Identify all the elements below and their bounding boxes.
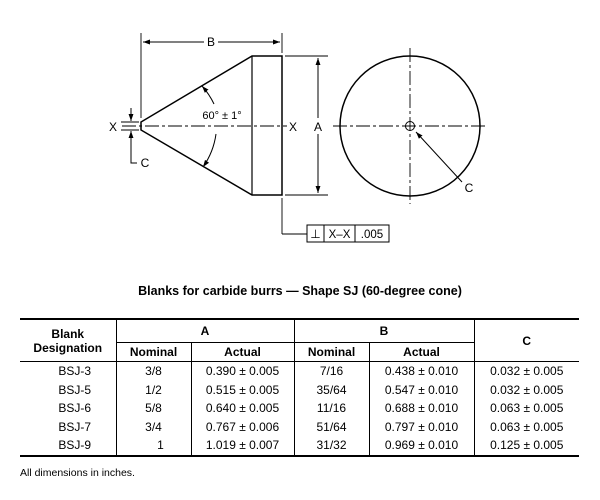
cell-b-nominal: 51/64 <box>294 418 369 437</box>
cell-b-actual: 0.438 ± 0.010 <box>369 362 474 381</box>
dim-label-b: B <box>206 35 216 49</box>
cell-a-nominal: 1/2 <box>116 381 191 400</box>
table-caption: Blanks for carbide burrs — Shape SJ (60-degree cone) <box>138 284 462 298</box>
cell-c: 0.063 ± 0.005 <box>474 418 579 437</box>
table-row <box>20 436 579 456</box>
dim-label-c-tip: C <box>140 156 150 170</box>
end-view <box>282 48 488 234</box>
cell-a-actual: 0.390 ± 0.005 <box>191 362 294 381</box>
c-leader <box>131 146 137 163</box>
header-b: B <box>294 319 474 343</box>
cell-a-actual: 1.019 ± 0.007 <box>191 436 294 456</box>
cell-designation: BSJ-7 <box>58 419 92 434</box>
cell-b-nominal: 11/16 <box>294 399 369 418</box>
angle-arc-bottom <box>203 134 216 167</box>
cell-a-nominal: 3/8 <box>116 362 191 381</box>
cone-outline <box>141 56 282 195</box>
cell-a-actual: 0.515 ± 0.005 <box>191 381 294 400</box>
table-row <box>20 381 579 400</box>
cell-b-nominal: 31/32 <box>294 436 369 456</box>
header-a-nominal: Nominal <box>116 343 191 362</box>
cell-c: 0.032 ± 0.005 <box>474 381 579 400</box>
angle-label: 60° ± 1° <box>202 110 242 122</box>
c-leader-circle <box>416 132 462 182</box>
cell-a-nominal: 1 <box>116 436 191 456</box>
cell-b-actual: 0.547 ± 0.010 <box>369 381 474 400</box>
cell-b-nominal: 35/64 <box>294 381 369 400</box>
blanks-table <box>20 318 579 457</box>
cell-a-actual: 0.640 ± 0.005 <box>191 399 294 418</box>
cell-b-actual: 0.969 ± 0.010 <box>369 436 474 456</box>
table-row <box>20 399 579 418</box>
cell-a-nominal: 5/8 <box>116 399 191 418</box>
cell-designation: BSJ-5 <box>58 382 92 397</box>
cell-c: 0.063 ± 0.005 <box>474 399 579 418</box>
dim-label-a: A <box>313 120 323 134</box>
header-a-actual: Actual <box>191 343 294 362</box>
cell-b-actual: 0.797 ± 0.010 <box>369 418 474 437</box>
datum-label: X–X <box>328 229 351 241</box>
table-row <box>20 418 579 437</box>
cell-b-nominal: 7/16 <box>294 362 369 381</box>
angle-arc-top <box>202 86 214 104</box>
dim-label-c-circle: C <box>464 181 474 195</box>
cell-a-nominal: 3/4 <box>116 418 191 437</box>
cell-b-actual: 0.688 ± 0.010 <box>369 399 474 418</box>
axis-label-right: X <box>288 120 298 134</box>
feature-control-frame <box>307 225 389 242</box>
header-b-nominal: Nominal <box>294 343 369 362</box>
tolerance-value: .005 <box>360 229 384 241</box>
header-a: A <box>116 319 294 343</box>
cell-c: 0.125 ± 0.005 <box>474 436 579 456</box>
perpendicularity-symbol: ⊥ <box>310 227 321 241</box>
header-b-actual: Actual <box>369 343 474 362</box>
header-c: C <box>474 319 579 362</box>
cell-designation: BSJ-6 <box>58 401 92 416</box>
axis-label-left: X <box>108 120 118 134</box>
footnote: All dimensions in inches. <box>20 467 135 479</box>
table-row <box>20 362 579 381</box>
cell-a-actual: 0.767 ± 0.006 <box>191 418 294 437</box>
cell-c: 0.032 ± 0.005 <box>474 362 579 381</box>
cell-designation: BSJ-3 <box>58 364 92 379</box>
header-blank-designation: Blank Designation <box>20 319 116 362</box>
cell-designation: BSJ-9 <box>20 436 116 456</box>
